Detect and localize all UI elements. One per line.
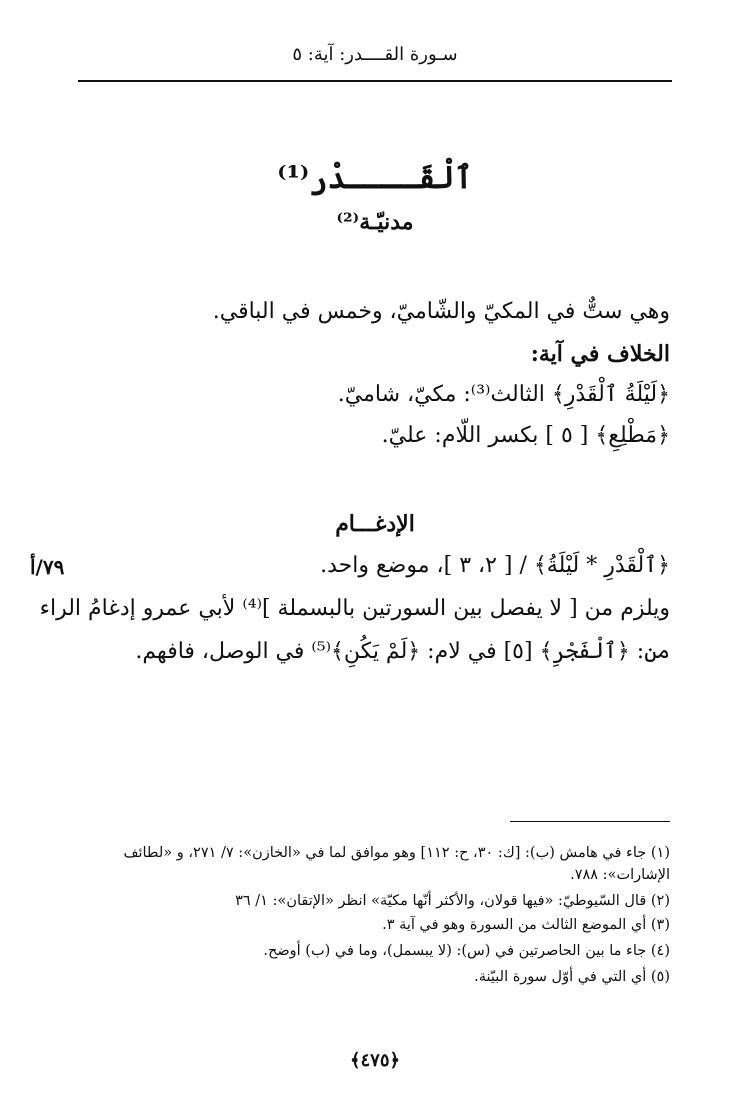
running-head: سـورة القــــدر: آية: ٥ [292, 44, 458, 65]
footnote-3: (٣) أي الموضع الثالث من السورة وهو في آية ٣. [382, 917, 670, 933]
page-number: ﴿٤٧٥﴾ [349, 1050, 401, 1071]
surah-title: ٱلْقَــــدْر⁽¹⁾ [277, 160, 473, 196]
idgham-line-1: ﴿ٱلْقَدْرِ * لَيْلَةُ﴾ / [ ٢، ٣ ]، موضع واحد. [320, 553, 670, 578]
footnote-1: (١) جاء في هامش (ب): [ك: ٣٠، ح: ١١٢] وهو موافق لما في «الخازن»: ٧/ ٢٧١، و «لطائف [123, 845, 670, 861]
disagreement-item-1: ﴿لَيْلَةُ ٱلْقَدْرِ﴾ الثالث⁽³⁾: مكيّ، شاميّ. [337, 382, 670, 407]
footnote-5: (٥) أي التي في أوّل سورة البيّنة. [474, 969, 670, 985]
surah-revelation-type: مدنيّـة⁽²⁾ [336, 209, 414, 235]
idgham-line-2: ويلزم من [ لا يفصل بين السورتين بالبسملة ]⁽⁴⁾ لأبي عمرو إدغامُ الراء [39, 596, 670, 621]
disagreement-item-2: ﴿مَطْلِعِ﴾ [ ٥ ] بكسر اللّام: عليّ. [381, 423, 670, 448]
footnote-2: (٢) قال السّيوطيّ: «فيها قولان، والأكثر أنّها مكيّة» انظر «الإتقان»: ١/ ٣٦ [235, 893, 670, 909]
idgham-heading: الإدغـــام [335, 511, 415, 537]
footnote-4: (٤) جاء ما بين الحاصرتين في (س): (لا يبسمل)، وما في (ب) أوضح. [263, 943, 670, 959]
idgham-line-3: من: ﴿ٱلْفَجْرِ﴾ [٥] في لام: ﴿لَمْ يَكُنِ﴾⁽⁵⁾ في الوصل، فافهم. [135, 639, 670, 664]
disagreement-heading: الخلاف في آية: [530, 341, 670, 367]
manuscript-folio-note: ٧٩/أ [30, 555, 65, 579]
footnote-1-continuation: الإشارات»: ٧٨٨. [570, 867, 670, 883]
header-divider [78, 80, 672, 82]
footnote-divider [510, 821, 670, 822]
verse-count-line: وهي ستٌّ في المكيّ والشّاميّ، وخمس في الباقي. [212, 299, 670, 324]
